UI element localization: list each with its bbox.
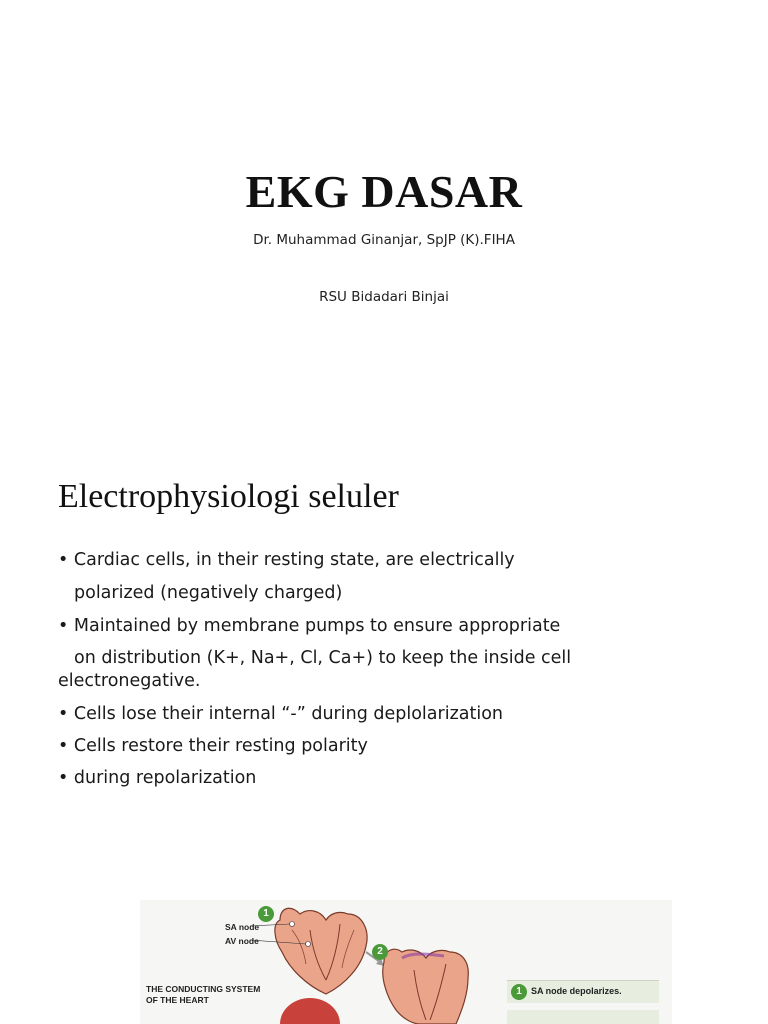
caption-step-badge: 1 [511,984,527,1000]
electrophysiology-slide [0,440,768,860]
bullet-line: • Maintained by membrane pumps to ensure appropriate [58,616,561,636]
institution-name: RSU Bidadari Binjai [319,289,449,305]
caption-box [507,980,659,1003]
heart-drawing-2 [383,949,469,1024]
heart-illustration [140,900,672,1024]
bullet-line: • Cells restore their resting polarity [58,736,368,756]
slide-title: EKG DASAR [245,166,523,217]
caption-text: SA node depolarizes. [531,986,622,996]
bullet-line: polarized (negatively charged) [74,583,343,603]
sa-node-label: SA node [225,922,260,932]
bullet-line: • Cardiac cells, in their resting state, are electrically [58,550,515,570]
bullet-line: • during repolarization [58,768,257,788]
step-badge-1: 1 [258,906,274,922]
system-title-line2: OF THE HEART [146,995,209,1005]
bullet-line: electronegative. [58,671,201,691]
title-slide [0,0,768,440]
bullet-line: • Cells lose their internal “-” during deplolarization [58,704,503,724]
heart-drawing-3 [280,998,340,1024]
caption-box-2 [507,1010,659,1024]
bullet-line: on distribution (K+, Na+, Cl, Ca+) to keep the inside cell [74,648,572,668]
step-badge-2: 2 [372,944,388,960]
conducting-system-slide [0,862,768,1024]
system-title-line1: THE CONDUCTING SYSTEM [146,984,261,994]
slide-heading: Electrophysiologi seluler [58,478,399,515]
av-node-label: AV node [225,936,259,946]
author-name: Dr. Muhammad Ginanjar, SpJP (K).FIHA [253,232,515,248]
heart-diagram [140,900,672,1024]
